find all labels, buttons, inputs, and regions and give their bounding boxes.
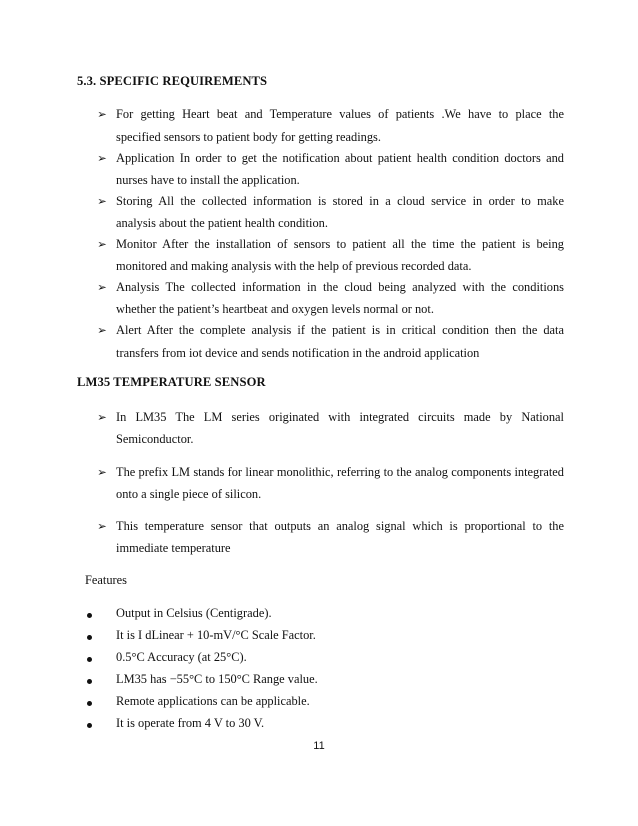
list-item: It is operate from 4 V to 30 V. bbox=[116, 716, 265, 730]
section-heading: 5.3. SPECIFIC REQUIREMENTS bbox=[77, 74, 268, 88]
list-item-text: transfers from iot device and sends notification in the android application bbox=[116, 346, 480, 360]
bullet-dot-icon bbox=[87, 657, 92, 662]
list-item-text: Analysis The collected information in the cloud being analyzed with the conditions bbox=[116, 280, 564, 294]
list-item-text: nurses have to install the application. bbox=[116, 173, 300, 187]
bullet-dot-icon bbox=[87, 701, 92, 706]
bullet-dot-icon bbox=[87, 679, 92, 684]
sensor-heading: LM35 TEMPERATURE SENSOR bbox=[77, 375, 266, 389]
list-item: Remote applications can be applicable. bbox=[116, 694, 310, 708]
list-item-text: In LM35 The LM series originated with integrated circuits made by National bbox=[116, 410, 564, 424]
list-item-text: The prefix LM stands for linear monolithic, referring to the analog components integrated bbox=[116, 465, 564, 479]
arrow-bullet-icon: ➢ bbox=[97, 151, 107, 165]
list-item-text: Application In order to get the notification about patient health condition doctors and bbox=[116, 151, 564, 165]
list-item-text: analysis about the patient health condition. bbox=[116, 216, 328, 230]
list-item-text: monitored and making analysis with the help of previous recorded data. bbox=[116, 259, 472, 273]
list-item-text: This temperature sensor that outputs an analog signal which is proportional to the bbox=[116, 519, 564, 533]
list-item-text: For getting Heart beat and Temperature values of patients .We have to place the bbox=[116, 107, 564, 121]
arrow-bullet-icon: ➢ bbox=[97, 410, 107, 424]
list-item: 0.5°C Accuracy (at 25°C). bbox=[116, 650, 247, 664]
list-item: LM35 has −55°C to 150°C Range value. bbox=[116, 672, 318, 686]
arrow-bullet-icon: ➢ bbox=[97, 237, 107, 251]
arrow-bullet-icon: ➢ bbox=[97, 280, 107, 294]
list-item-text: whether the patient’s heartbeat and oxygen levels normal or not. bbox=[116, 302, 434, 316]
arrow-bullet-icon: ➢ bbox=[97, 519, 107, 533]
list-item-text: Monitor After the installation of sensors to patient all the time the patient is being bbox=[116, 237, 564, 251]
arrow-bullet-icon: ➢ bbox=[97, 107, 107, 121]
list-item-text: Semiconductor. bbox=[116, 432, 194, 446]
list-item-text: specified sensors to patient body for getting readings. bbox=[116, 130, 381, 144]
list-item-text: Storing All the collected information is stored in a cloud service in order to make bbox=[116, 194, 564, 208]
arrow-bullet-icon: ➢ bbox=[97, 194, 107, 208]
bullet-dot-icon bbox=[87, 613, 92, 618]
bullet-dot-icon bbox=[87, 723, 92, 728]
list-item: Output in Celsius (Centigrade). bbox=[116, 606, 272, 620]
list-item-text: immediate temperature bbox=[116, 541, 231, 555]
list-item-text: Alert After the complete analysis if the patient is in critical condition then the data bbox=[116, 323, 564, 337]
arrow-bullet-icon: ➢ bbox=[97, 323, 107, 337]
arrow-bullet-icon: ➢ bbox=[97, 465, 107, 479]
features-label: Features bbox=[85, 573, 127, 587]
bullet-dot-icon bbox=[87, 635, 92, 640]
page-number: 11 bbox=[313, 740, 325, 752]
list-item-text: onto a single piece of silicon. bbox=[116, 487, 262, 501]
list-item: It is I dLinear + 10-mV/°C Scale Factor. bbox=[116, 628, 316, 642]
